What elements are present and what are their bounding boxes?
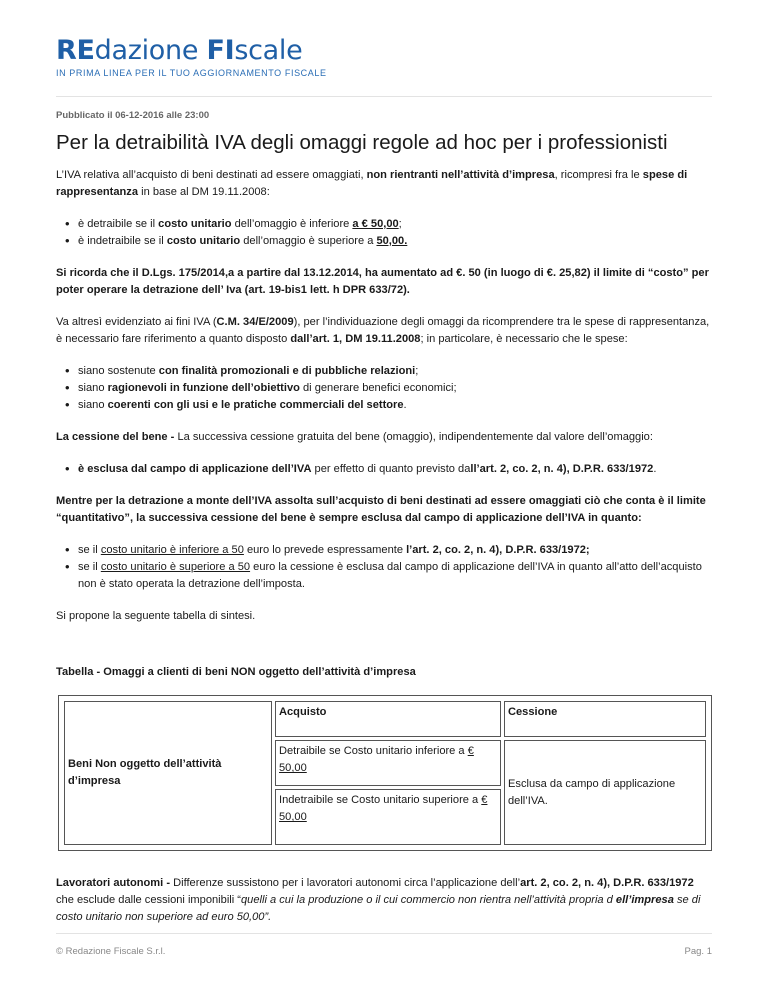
logo[interactable]: REdazione FIscale [56, 35, 303, 66]
row-label: Beni Non oggetto dell’attività d’impresa [64, 701, 272, 845]
unit-cost-list [56, 542, 712, 593]
autonomi-paragraph: Lavoratori autonomi - Differenze sussistono per i lavoratori autonomi circa l’applicazione dell’art. 2, co. 2, n. 4), D.P.R. 633/1972 che esclude dalle cessioni imponibili “quelli a cui la produzione o il cui commercio non rientra nell’attività propria d ell’impresa se di costo unitario non superiore ad euro 50,00”. [56, 877, 701, 923]
cessione-list [56, 461, 712, 478]
expense-conditions-list [56, 363, 712, 414]
footer-copyright: © Redazione Fiscale S.r.l. [56, 946, 166, 957]
tagline: IN PRIMA LINEA PER IL TUO AGGIORNAMENTO FISCALE [56, 68, 327, 78]
acquisto-detraibile: Detraibile se Costo unitario inferiore a € 50,00 [275, 740, 501, 786]
cessione-value: Esclusa da campo di applicazione dell’IVA. [504, 740, 706, 845]
list-item: • è detraibile se il costo unitario dell’omaggio è inferiore a € 50,00; [78, 216, 712, 233]
list-item: • è esclusa dal campo di applicazione dell’IVA per effetto di quanto previsto dall’art. 2, co. 2, n. 4), D.P.R. 633/1972. [78, 461, 712, 478]
footer-divider [56, 933, 712, 934]
limit-paragraph: Mentre per la detrazione a monte dell’IVA assolta sull’acquisto di beni destinati ad essere omaggiati ciò che conta è il limite “quantitativo”, la successiva cessione del bene è sempre esclusa dal campo di applicazione dell’IVA in quanto: [56, 495, 706, 524]
reminder-paragraph: Si ricorda che il D.Lgs. 175/2014,a a partire dal 13.12.2014, ha aumentato ad €. 50 (in luogo di €. 25,82) il limite di “costo” per poter operare la detrazione dell’ Iva (art. 19-bis1 lett. h DPR 633/72). [56, 267, 709, 296]
header-cessione: Cessione [504, 701, 706, 737]
cessione-paragraph: La cessione del bene - La successiva cessione gratuita del bene (omaggio), indipendentemente dal valore dell’omaggio: [56, 431, 653, 443]
list-item: • se il costo unitario è superiore a 50 euro la cessione è esclusa dal campo di applicazione dell’IVA in quanto all’atto dell’acquisto non è stato operata la detrazione dell’imposta. [78, 559, 712, 593]
site-header [56, 36, 327, 78]
list-item: • siano ragionevoli in funzione dell’obiettivo di generare benefici economici; [78, 380, 712, 397]
list-item: • siano sostenute con finalità promozionali e di pubbliche relazioni; [78, 363, 712, 380]
article [56, 110, 712, 941]
intro-paragraph: L’IVA relativa all’acquisto di beni destinati ad essere omaggiati, non rientranti nell’attività d’impresa, ricompresi fra le spese di rappresentanza in base al DM 19.11.2008: [56, 169, 688, 198]
deductibility-list [56, 216, 712, 250]
header-acquisto: Acquisto [275, 701, 501, 737]
page-number: Pag. 1 [684, 946, 712, 957]
summary-table [58, 695, 712, 851]
table-title: Tabella - Omaggi a clienti di beni NON oggetto dell’attività d’impresa [56, 666, 416, 678]
summary-intro: Si propone la seguente tabella di sintesi. [56, 610, 256, 622]
acquisto-indetraibile: Indetraibile se Costo unitario superiore a € 50,00 [275, 789, 501, 845]
header-divider [56, 96, 712, 97]
list-item: • siano coerenti con gli usi e le pratiche commerciali del settore. [78, 397, 712, 414]
article-title: Per la detraibilità IVA degli omaggi regole ad hoc per i professionisti [56, 131, 668, 154]
vat-paragraph: Va altresì evidenziato ai fini IVA (C.M. 34/E/2009), per l’individuazione degli omaggi da ricomprendere tra le spese di rappresentanza, è necessario fare riferimento a quanto disposto dall’art. 1, DM 19.11.2008; in particolare, è necessario che le spese: [56, 316, 710, 345]
list-item: • se il costo unitario è inferiore a 50 euro lo prevede espressamente l’art. 2, co. 2, n. 4), D.P.R. 633/1972; [78, 542, 712, 559]
publish-date: Pubblicato il 06-12-2016 alle 23:00 [56, 110, 210, 121]
list-item: • è indetraibile se il costo unitario dell’omaggio è superiore a 50,00. [78, 233, 712, 250]
